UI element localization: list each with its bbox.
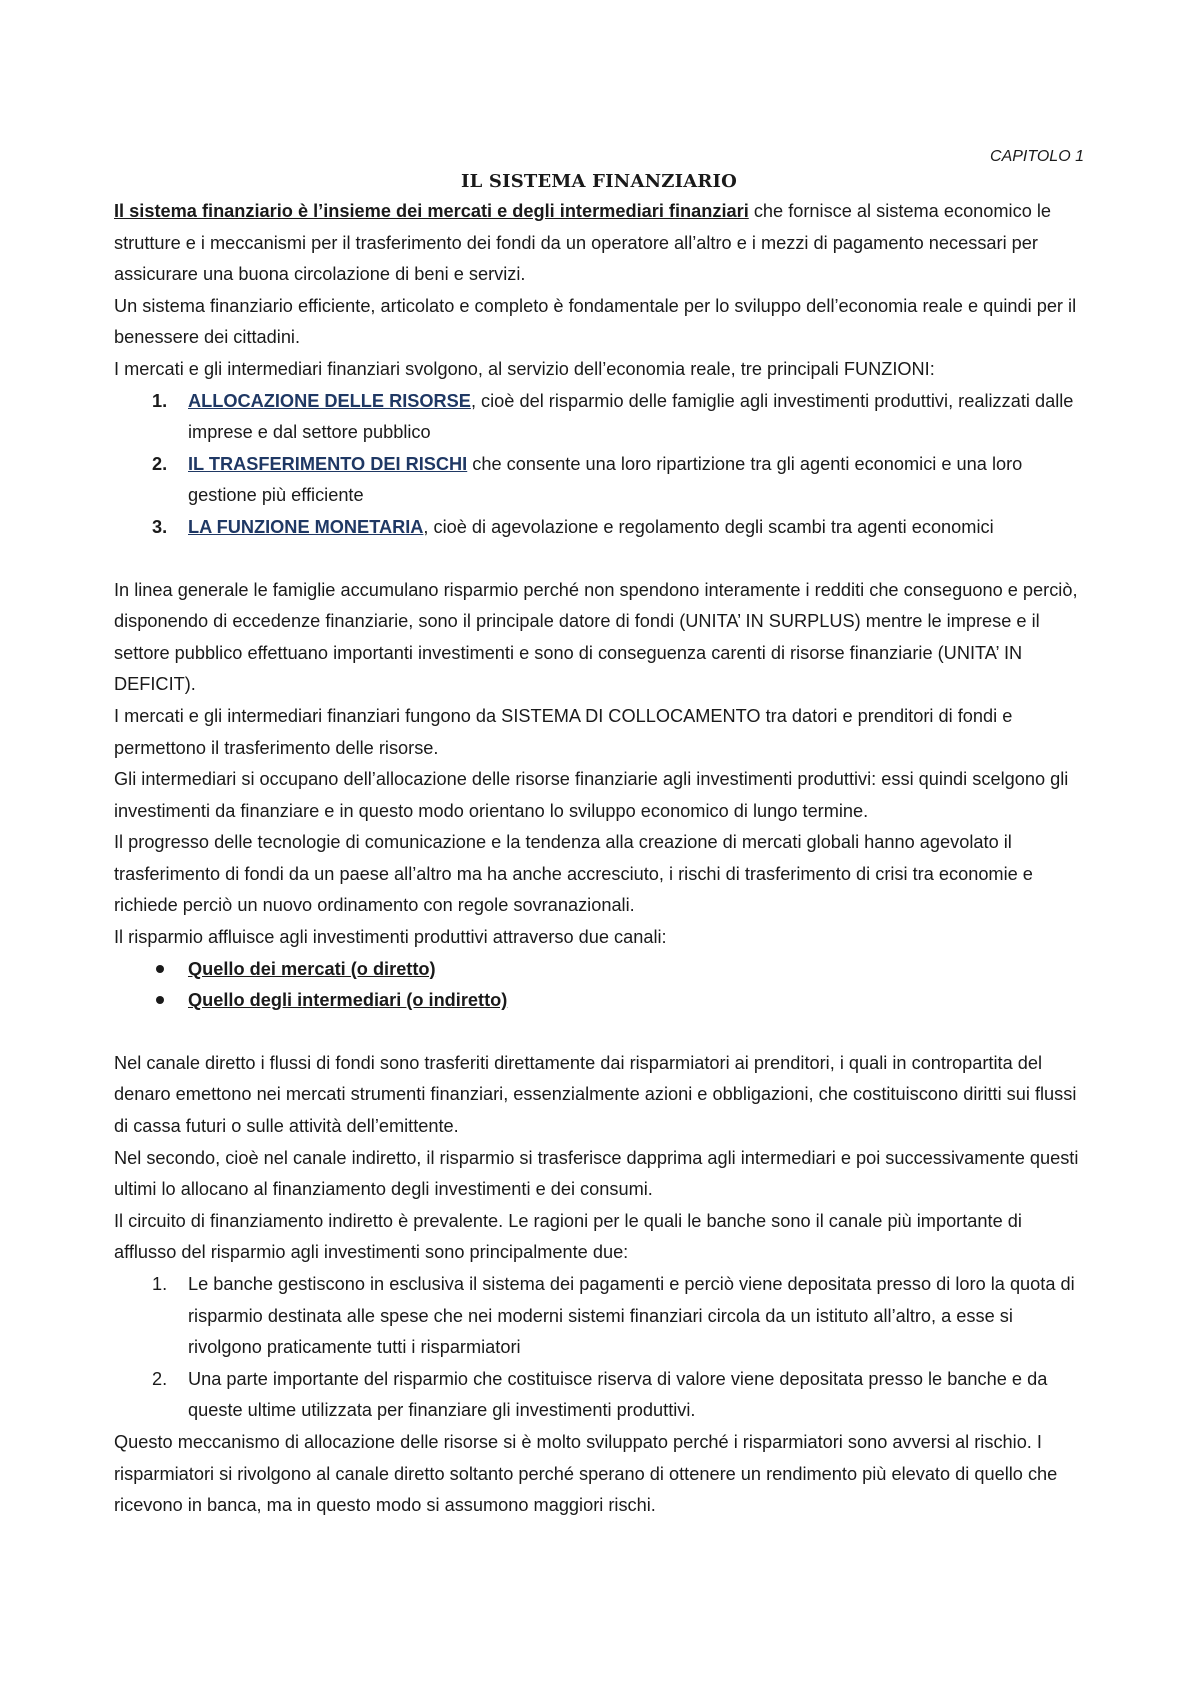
reasons-list [114, 1269, 1084, 1427]
functions-list [114, 386, 1084, 544]
intro-paragraph-3: I mercati e gli intermediari finanziari svolgono, al servizio dell’economia reale, tre principali FUNZIONI: [114, 358, 935, 379]
chapter-label: CAPITOLO 1 [990, 148, 1084, 165]
body-paragraph: Il circuito di finanziamento indiretto è prevalente. Le ragioni per le quali le banche sono il canale più importante di afflusso del risparmio agli investimenti sono principalmente due: [114, 1210, 1022, 1263]
channels-list [114, 954, 1084, 1017]
function-text: , cioè di agevolazione e regolamento degli scambi tra agenti economici [423, 516, 994, 537]
function-link[interactable]: IL TRASFERIMENTO DEI RISCHI [188, 453, 468, 474]
bullet-icon [156, 996, 164, 1004]
function-link[interactable]: LA FUNZIONE MONETARIA [188, 516, 424, 537]
body-paragraph: Nel canale diretto i flussi di fondi sono trasferiti direttamente dai risparmiatori ai prenditori, i quali in contropartita del denaro emettono nei mercati strumenti finanziari, essenzialmente azioni e obbligazioni, che costituiscono diritti sui flussi di cassa futuri o sulle attività dell’emittente. [114, 1052, 1077, 1137]
list-item [114, 449, 1084, 512]
reason-text: Le banche gestiscono in esclusiva il sistema dei pagamenti e perciò viene depositata presso di loro la quota di risparmio destinata alle spese che nei moderni sistemi finanziari circola da un istituto all’altro, a esse si rivolgono praticamente tutti i risparmiatori [188, 1274, 1075, 1358]
definition-text: che fornisce al sistema economico le strutture e i meccanismi per il trasferimento dei fondi da un operatore all’altro e i mezzi di pagamento necessari per assicurare una buona circolazione di beni e servizi. [114, 201, 1052, 285]
list-item [114, 985, 1084, 1017]
list-number: 2. [152, 1368, 168, 1389]
body-paragraph: Il risparmio affluisce agli investimenti produttivi attraverso due canali: [114, 927, 667, 948]
function-link[interactable]: ALLOCAZIONE DELLE RISORSE [188, 390, 471, 411]
list-number: 3. [152, 516, 168, 537]
channel-label: Quello degli intermediari (o indiretto) [188, 990, 508, 1011]
page-content [114, 146, 1084, 1522]
intro-paragraph-2: Un sistema finanziario efficiente, articolato e completo è fondamentale per lo sviluppo dell’economia reale e quindi per il benessere dei cittadini. [114, 295, 1077, 348]
list-number: 2. [152, 453, 168, 474]
list-item [114, 512, 1084, 544]
body-paragraph: Nel secondo, cioè nel canale indiretto, il risparmio si trasferisce dapprima agli intermediari e poi successivamente questi ultimi lo allocano al finanziamento degli investimenti e dei consumi. [114, 1147, 1079, 1200]
body-paragraph: Gli intermediari si occupano dell’allocazione delle risorse finanziarie agli investimenti produttivi: essi quindi scelgono gli investimenti da finanziare e in questo modo orientano lo sviluppo economico di lungo termine. [114, 769, 1069, 821]
list-number: 1. [152, 390, 168, 411]
body-paragraph: I mercati e gli intermediari finanziari fungono da SISTEMA DI COLLOCAMENTO tra datori e prenditori di fondi e permettono il trasferimento delle risorse. [114, 705, 1013, 758]
body-paragraph: In linea generale le famiglie accumulano risparmio perché non spendono interamente i redditi che conseguono e perciò, disponendo di eccedenze finanziarie, sono il principale datore di fondi (UNITA’ IN SURPLUS) mentre le imprese e il settore pubblico effettuano importanti investimenti e sono di conseguenza carenti di risorse finanziarie (UNITA’ IN DEFICIT). [114, 579, 1078, 695]
channel-label: Quello dei mercati (o diretto) [188, 958, 436, 979]
spacer [114, 1017, 1084, 1048]
function-text: , cioè del risparmio delle famiglie agli investimenti produttivi, realizzati dalle imprese e dal settore pubblico [188, 390, 1074, 443]
page-title: IL SISTEMA FINANZIARIO [460, 171, 738, 192]
list-item [114, 1269, 1084, 1364]
body-paragraph: Il progresso delle tecnologie di comunicazione e la tendenza alla creazione di mercati globali hanno agevolato il trasferimento di fondi da un paese all’altro ma ha anche accresciuto, i rischi di trasferimento di crisi tra economie e richiede perciò un nuovo ordinamento con regole sovranazionali. [114, 832, 1033, 916]
spacer [114, 544, 1084, 575]
list-item [114, 1364, 1084, 1427]
intro-definition [114, 196, 1084, 291]
function-text: che consente una loro ripartizione tra gli agenti economici e una loro gestione più efficiente [188, 453, 1023, 506]
list-item [114, 386, 1084, 449]
list-item [114, 954, 1084, 986]
reason-text: Una parte importante del risparmio che costituisce riserva di valore viene depositata presso le banche e da queste ultime utilizzata per finanziare gli investimenti produttivi. [188, 1368, 1048, 1421]
closing-paragraph: Questo meccanismo di allocazione delle risorse si è molto sviluppato perché i risparmiatori sono avversi al rischio. I risparmiatori si rivolgono al canale diretto soltanto perché sperano di ottenere un rendimento più elevato di quello che ricevono in banca, ma in questo modo si assumono maggiori rischi. [114, 1431, 1058, 1516]
list-number: 1. [152, 1274, 168, 1294]
bullet-icon [156, 965, 164, 973]
definition-highlight: Il sistema finanziario è l’insieme dei mercati e degli intermediari finanziari [114, 201, 749, 221]
